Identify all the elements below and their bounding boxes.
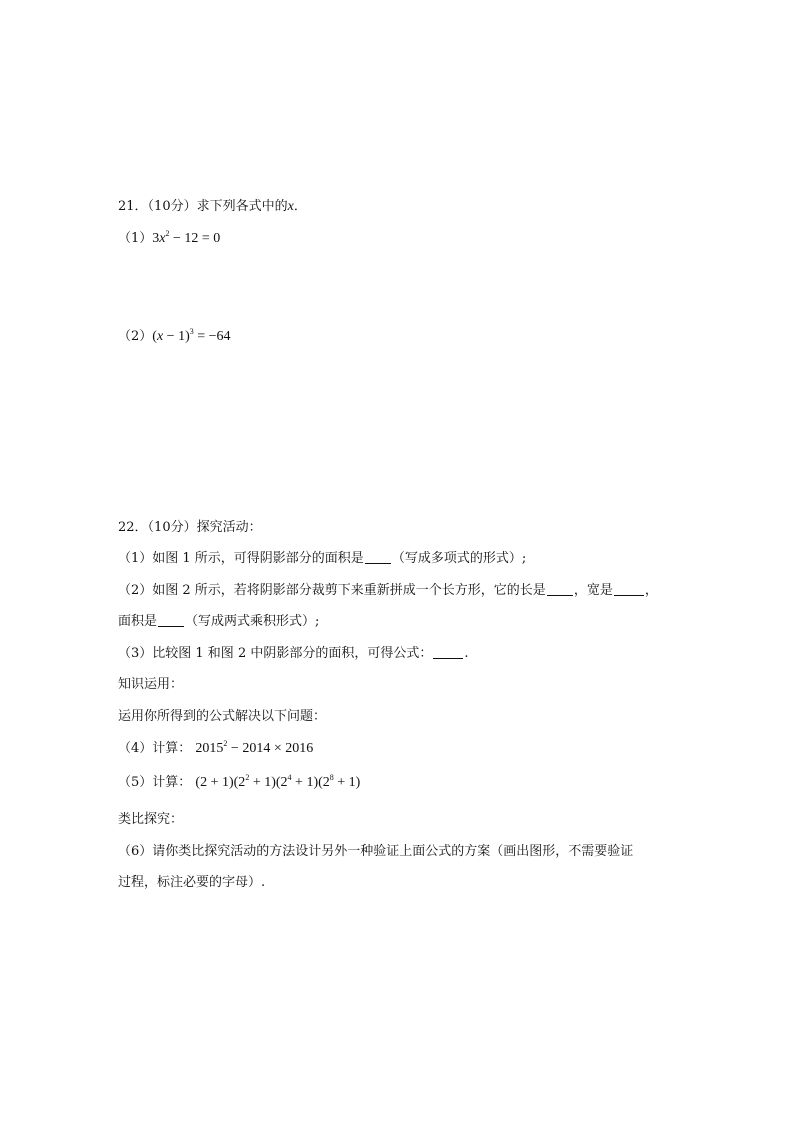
q22-sub5 [118, 774, 360, 792]
q22-sub6: （6）请你类比探究活动的方法设计另外一种验证上面公式的方案（画出图形，不需要验证 [118, 844, 634, 859]
q22-sub2-area-label: 面积是 [118, 614, 158, 629]
q21-part2-rest: = −64 [193, 329, 231, 344]
q22-sub5-exp2: 4 [287, 773, 292, 782]
answer-blank-area[interactable] [158, 614, 184, 627]
q22-sub5-exp3: 8 [329, 773, 334, 782]
q22-sub1 [118, 550, 526, 568]
q22-sub2-cont [118, 613, 319, 631]
q21-part1-equation [152, 231, 220, 246]
q22-sub5-b: + 1)(2 [249, 775, 288, 790]
q21-header [118, 198, 307, 216]
q22-sub3-text: （3）比较图 1 和图 2 中阴影部分的面积，可得公式： [118, 646, 433, 661]
q21-part1-label: （1） [118, 231, 153, 246]
q21-part2-exp: 3 [189, 327, 194, 336]
q21-part1-coef: 3 [152, 231, 160, 246]
q22-sub1-note: （写成多项式的形式）; [391, 551, 527, 566]
q21-part2-label: （2） [118, 329, 153, 344]
knowledge-description: 运用你所得到的公式解决以下问题： [118, 709, 327, 724]
q22-sub6-cont: 过程，标注必要的字母）. [118, 875, 266, 890]
q22-sub4-expression [195, 741, 313, 756]
q22-sub5-a: (2 + 1)(2 [195, 775, 246, 790]
q22-sub2-note: （写成两式乘积形式）; [185, 614, 320, 629]
knowledge-heading: 知识运用： [118, 677, 184, 692]
q22-sub2-text: （2）如图 2 所示，若将阴影部分裁剪下来重新拼成一个长方形，它的长是 [118, 583, 546, 598]
q22-sub4-label: （4）计算： [118, 741, 192, 756]
q21-part2-open: ( [152, 329, 157, 344]
answer-blank-formula[interactable] [433, 646, 463, 659]
q21-part1-rest: − 12 = 0 [169, 231, 221, 246]
q21-part2 [118, 328, 231, 346]
q21-part1 [118, 230, 220, 248]
answer-blank-length[interactable] [547, 583, 573, 596]
q22-sub5-expression [195, 775, 360, 790]
analogy-heading: 类比探究： [118, 812, 184, 827]
q22-sub2 [118, 582, 658, 600]
q21-header-var: x [287, 199, 294, 214]
q21-part2-equation [152, 329, 230, 344]
q21-part1-var: x [159, 231, 166, 246]
q22-sub5-exp1: 2 [245, 773, 250, 782]
q22-sub4-exp: 2 [223, 739, 228, 748]
q22-sub5-d: + 1) [333, 775, 361, 790]
q21-part1-exp: 2 [165, 229, 170, 238]
q22-sub4-base: 2015 [195, 741, 224, 756]
answer-blank-width[interactable] [614, 583, 644, 596]
q22-sub5-c: + 1)(2 [291, 775, 330, 790]
q21-header-text: 21．（10分）求下列各式中的 [118, 199, 288, 214]
q21-part2-mid: − 1) [163, 329, 190, 344]
q21-header-end: ． [293, 199, 307, 214]
q21-part2-var: x [156, 329, 164, 344]
q22-sub2-comma: ， [644, 583, 658, 598]
q22-sub5-label: （5）计算： [118, 775, 192, 790]
q22-sub3-end: . [464, 646, 469, 661]
q22-sub3 [118, 645, 468, 663]
answer-blank[interactable] [365, 551, 391, 564]
q22-sub4-rest: − 2014 × 2016 [227, 741, 314, 756]
q22-sub2-width-label: ，宽是 [573, 583, 613, 598]
q22-sub1-text: （1）如图 1 所示，可得阴影部分的面积是 [118, 551, 364, 566]
q22-header: 22．（10分）探究活动： [118, 520, 262, 535]
q22-sub4 [118, 740, 313, 758]
